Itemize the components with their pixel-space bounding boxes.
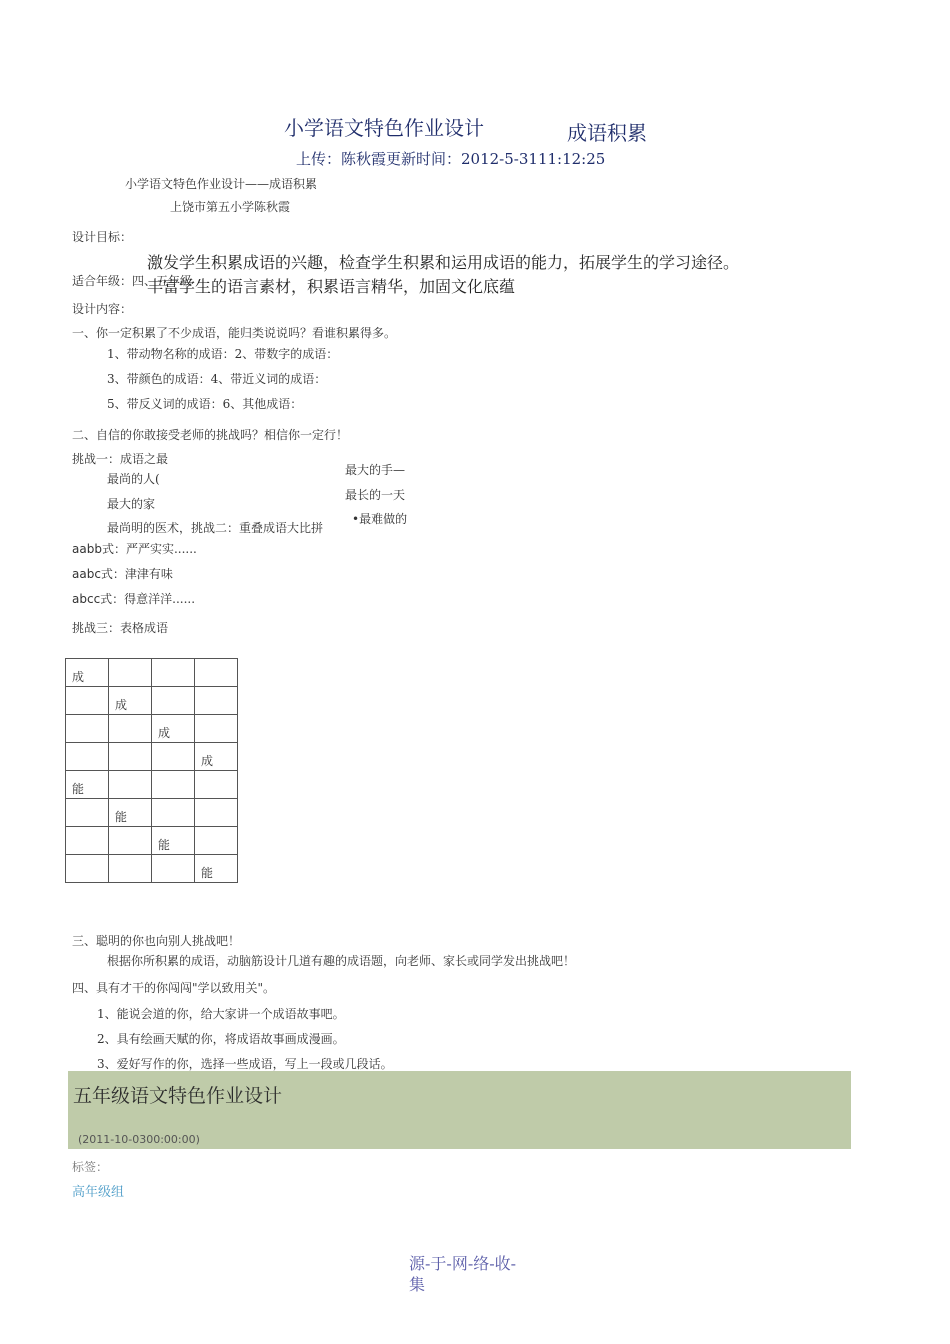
table-cell bbox=[195, 799, 238, 827]
table-cell: 能 bbox=[66, 771, 109, 799]
pattern-label: aabb bbox=[72, 542, 102, 556]
pattern-line bbox=[72, 565, 173, 582]
table-cell: 能 bbox=[152, 827, 195, 855]
page-title-suffix: 成语积累 bbox=[567, 121, 647, 145]
table-cell bbox=[109, 715, 152, 743]
table-cell bbox=[195, 827, 238, 855]
challenge3-label: 挑战三：表格成语 bbox=[72, 621, 169, 635]
tags-label: 标签： bbox=[72, 1160, 109, 1174]
goal-label: 设计目标： bbox=[72, 230, 133, 244]
section4-heading: 四、具有才干的你闯闯"学以致用关"。 bbox=[72, 981, 276, 995]
table-row bbox=[66, 827, 238, 855]
pattern-text: 式：得意洋洋...... bbox=[100, 592, 196, 606]
footer-source-line1: 源-于-网-络-收- bbox=[409, 1254, 517, 1273]
table-cell: 能 bbox=[195, 855, 238, 883]
list-item: 3、爱好写作的你，选择一些成语，写上一段或几段话。 bbox=[97, 1057, 393, 1071]
content-label: 设计内容： bbox=[72, 302, 133, 316]
table-cell: 成 bbox=[152, 715, 195, 743]
footer-source-line2: 集 bbox=[409, 1275, 426, 1294]
goal-text: 激发学生积累成语的兴趣，检查学生积累和运用成语的能力，拓展学生的学习途径。 bbox=[147, 253, 740, 272]
section2-heading: 二、自信的你敢接受老师的挑战吗？相信你一定行！ bbox=[72, 428, 349, 442]
table-cell bbox=[152, 687, 195, 715]
page-title: 小学语文特色作业设计 bbox=[284, 116, 484, 140]
table-cell bbox=[152, 771, 195, 799]
table-cell bbox=[66, 799, 109, 827]
table-cell bbox=[66, 715, 109, 743]
pattern-text: 式：津津有味 bbox=[100, 567, 173, 581]
pattern-label: aabc bbox=[72, 567, 101, 581]
table-row bbox=[66, 855, 238, 883]
table-row bbox=[66, 743, 238, 771]
table-cell bbox=[109, 771, 152, 799]
grade-label: 适合年级：四、五年级 bbox=[72, 274, 193, 288]
table-cell bbox=[66, 687, 109, 715]
table-cell bbox=[66, 855, 109, 883]
pattern-line bbox=[72, 590, 195, 607]
list-item: 3、带颜色的成语：4、带近义词的成语： bbox=[107, 372, 327, 386]
list-item: 1、带动物名称的成语：2、带数字的成语： bbox=[107, 347, 339, 361]
table-cell bbox=[152, 799, 195, 827]
table-cell: 成 bbox=[195, 743, 238, 771]
upload-info: 上传：陈秋霞更新时间：2012-5-3111:12:25 bbox=[296, 150, 606, 168]
tag-link[interactable]: 高年级组 bbox=[72, 1185, 125, 1200]
list-item: 1、能说会道的你，给大家讲一个成语故事吧。 bbox=[97, 1007, 345, 1021]
list-item: 最大的家 bbox=[107, 497, 156, 511]
table-cell bbox=[195, 659, 238, 687]
table-cell bbox=[109, 743, 152, 771]
subtitle-line: 小学语文特色作业设计——成语积累 bbox=[125, 177, 318, 191]
table-cell bbox=[195, 715, 238, 743]
table-cell bbox=[109, 659, 152, 687]
table-cell bbox=[195, 687, 238, 715]
table-row bbox=[66, 659, 238, 687]
table-cell bbox=[152, 659, 195, 687]
challenge1-label: 挑战一：成语之最 bbox=[72, 452, 169, 466]
table-cell bbox=[109, 855, 152, 883]
section3-text: 根据你所积累的成语，动脑筋设计几道有趣的成语题，向老师、家长或同学发出挑战吧！ bbox=[107, 954, 576, 968]
table-cell: 成 bbox=[66, 659, 109, 687]
pattern-text: 式：严严实实...... bbox=[101, 542, 197, 556]
table-row bbox=[66, 771, 238, 799]
table-row bbox=[66, 715, 238, 743]
list-item: 最尚的人( bbox=[107, 472, 160, 486]
table-cell bbox=[195, 771, 238, 799]
pattern-line bbox=[72, 540, 197, 557]
table-row bbox=[66, 687, 238, 715]
list-item: 最大的手— bbox=[345, 463, 406, 477]
table-cell bbox=[152, 743, 195, 771]
article-banner bbox=[68, 1071, 851, 1149]
table-cell: 成 bbox=[109, 687, 152, 715]
banner-title[interactable]: 五年级语文特色作业设计 bbox=[73, 1085, 283, 1107]
table-row bbox=[66, 799, 238, 827]
section3-heading: 三、聪明的你也向别人挑战吧！ bbox=[72, 934, 241, 948]
pattern-label: abcc bbox=[72, 592, 101, 606]
table-cell: 能 bbox=[109, 799, 152, 827]
goal-text-overflow: 丰富学生的语言素材，积累语言精华，加固文化底蕴 bbox=[147, 277, 516, 296]
banner-date: (2011-10-0300:00:00) bbox=[78, 1133, 200, 1146]
list-item: 最尚明的医术，挑战二：重叠成语大比拼 bbox=[107, 521, 324, 535]
list-item: 2、具有绘画天赋的你，将成语故事画成漫画。 bbox=[97, 1032, 345, 1046]
idiom-grid-table bbox=[65, 658, 238, 883]
table-cell bbox=[109, 827, 152, 855]
list-item: •最难做的 bbox=[352, 512, 408, 526]
table-cell bbox=[152, 855, 195, 883]
table-cell bbox=[66, 827, 109, 855]
list-item: 5、带反义词的成语：6、其他成语： bbox=[107, 397, 303, 411]
table-cell bbox=[66, 743, 109, 771]
list-item: 最长的一天 bbox=[345, 488, 406, 502]
author-line: 上饶市第五小学陈秋霞 bbox=[170, 200, 291, 214]
section1-heading: 一、你一定积累了不少成语，能归类说说吗？看谁积累得多。 bbox=[72, 326, 397, 340]
